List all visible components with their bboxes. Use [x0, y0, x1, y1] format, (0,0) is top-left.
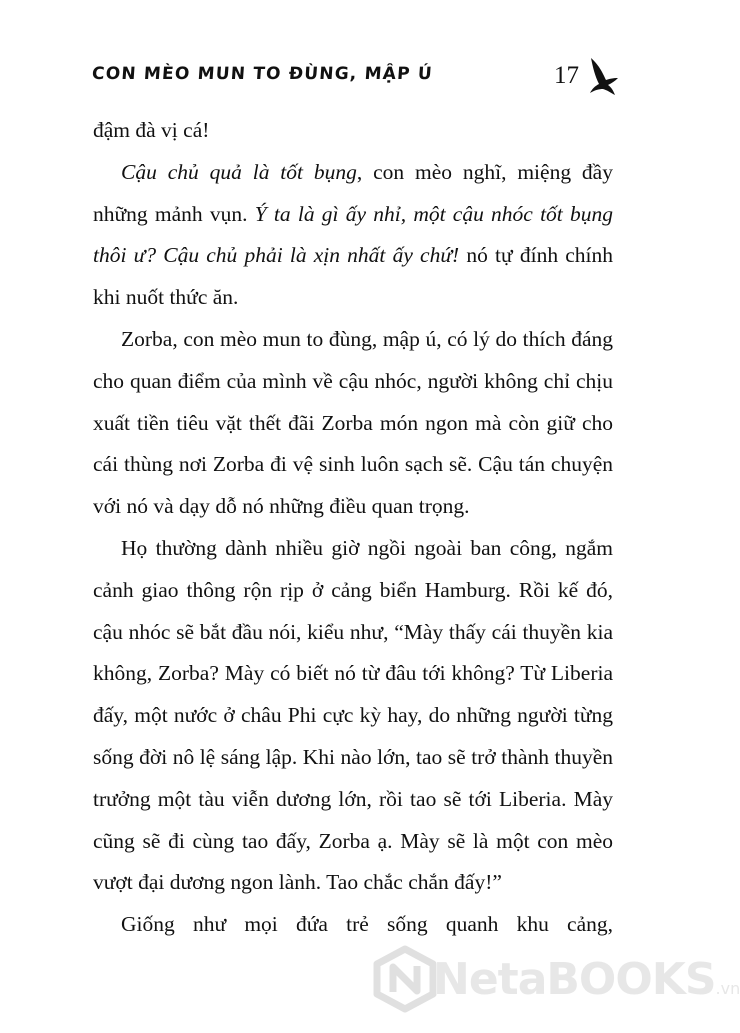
paragraph	[93, 110, 613, 152]
page-number: 17	[554, 62, 579, 89]
italic-run: Cậu chủ quả là tốt bụng	[121, 159, 357, 184]
paragraph	[93, 152, 613, 319]
text-run: đậm đà vị cá!	[93, 118, 210, 142]
text-run: Zorba, con mèo mun to đùng, mập ú, có lý do thích đáng cho quan điểm của mình về cậu nhóc, người không chỉ chịu xuất tiền tiêu vặt thết đãi Zorba món ngon mà còn giữ cho cái thùng nơi Zorba đi vệ sinh luôn sạch sẽ. Cậu tán chuyện với nó và dạy dỗ nó những điều quan trọng.	[93, 326, 613, 519]
watermark-text	[433, 954, 740, 1005]
running-title: CON MÈO MUN TO ĐÙNG, MẬP Ú	[91, 64, 434, 84]
netabooks-logo-icon	[373, 946, 437, 1012]
italic-run: Ý ta là gì ấy nhỉ, một cậu nhóc tốt bụng thôi ư? Cậu chủ phải là xịn nhất ấy chứ!	[93, 201, 613, 268]
watermark-brand: NetaBOOKS	[433, 954, 716, 1005]
text-run: Giống như mọi đứa trẻ sống quanh khu cảng,	[121, 912, 613, 937]
bird-icon	[585, 56, 621, 96]
watermark	[373, 942, 740, 1022]
text-run: nó tự đính chính khi nuốt thức ăn.	[93, 243, 613, 310]
watermark-suffix: .vn	[715, 979, 740, 998]
text-run: Họ thường dành nhiều giờ ngồi ngoài ban công, ngắm cảnh giao thông rộn rịp ở cảng biển Hamburg. Rồi kế đó, cậu nhóc sẽ bắt đầu nói, kiểu như, “Mày thấy cái thuyền kia không, Zorba? Mày có biết nó từ đâu tới không? Từ Liberia đấy, một nước ở châu Phi cực kỳ hay, do những người từng sống đời nô lệ sáng lập. Khi nào lớn, tao sẽ trở thành thuyền trưởng một tàu viễn dương lớn, rồi tao sẽ tới Liberia. Mày cũng sẽ đi cùng tao đấy, Zorba ạ. Mày sẽ là một con mèo vượt đại dương ngon lành. Tao chắc chắn đấy!”	[93, 535, 613, 895]
page-header	[92, 56, 632, 100]
text-body	[93, 110, 613, 946]
text-run: , con mèo nghĩ, miệng đầy những mảnh vụn.	[93, 159, 613, 226]
paragraph	[93, 904, 613, 946]
paragraph	[93, 319, 613, 528]
paragraph	[93, 528, 613, 904]
